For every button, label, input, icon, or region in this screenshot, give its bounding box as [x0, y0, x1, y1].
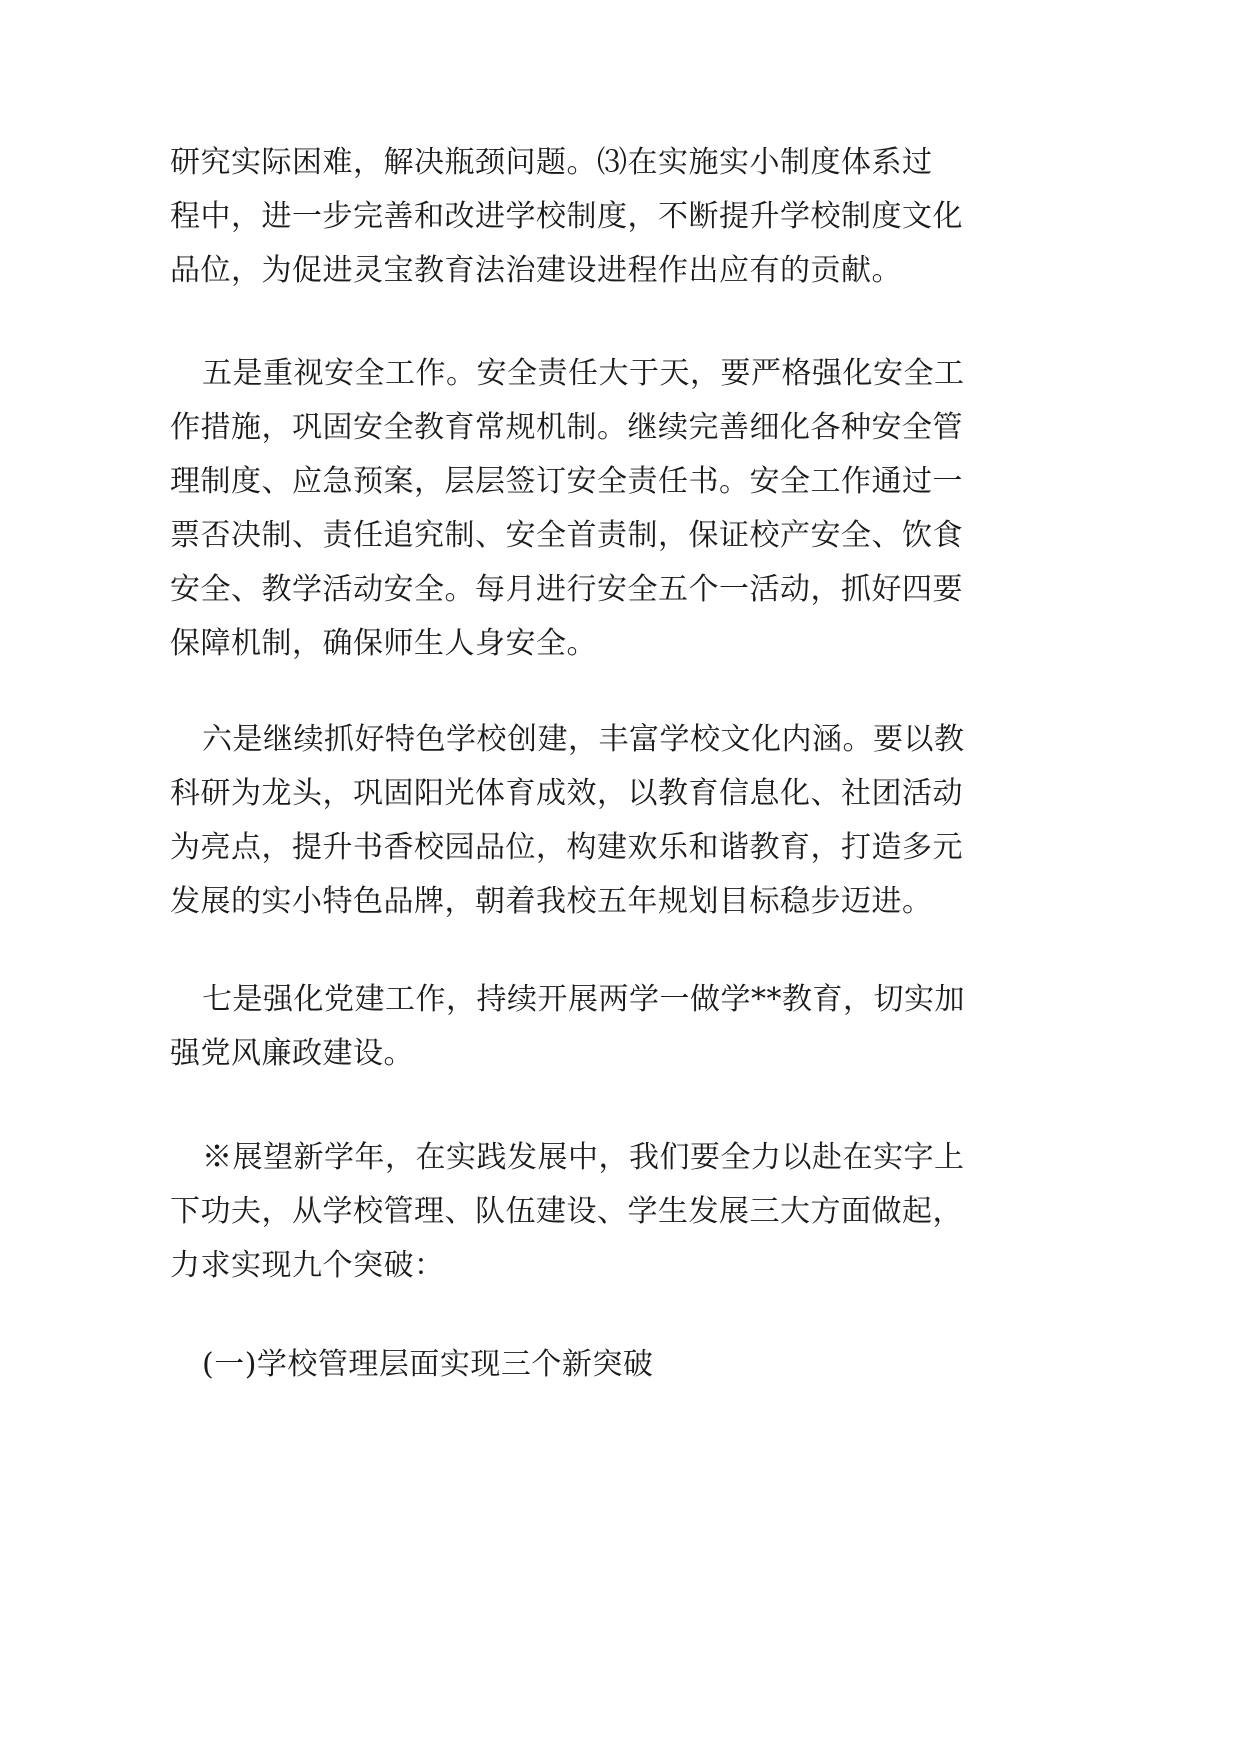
text-line: 票否决制、责任追究制、安全首责制，保证校产安全、饮食 [170, 518, 963, 553]
text-line: 六是继续抓好特色学校创建，丰富学校文化内涵。要以教 [202, 722, 965, 757]
text-line: 下功夫，从学校管理、队伍建设、学生发展三大方面做起， [170, 1194, 963, 1229]
text-line: 程中，进一步完善和改进学校制度，不断提升学校制度文化 [170, 199, 963, 234]
text-line: 五是重视安全工作。安全责任大于天，要严格强化安全工 [202, 356, 965, 391]
heading-line: (一)学校管理层面实现三个新突破 [202, 1347, 654, 1382]
text-line: 七是强化党建工作，持续开展两学一做学**教育，切实加 [202, 982, 965, 1017]
text-line: 保障机制，确保师生人身安全。 [170, 626, 597, 661]
paragraph-safety-work [170, 347, 965, 671]
paragraph-party-building [170, 973, 965, 1081]
paragraph-rules-culture [170, 136, 963, 298]
text-line: 研究实际困难，解决瓶颈问题。⑶在实施实小制度体系过 [170, 145, 933, 180]
text-line: 品位，为促进灵宝教育法治建设进程作出应有的贡献。 [170, 253, 902, 288]
text-line: 理制度、应急预案，层层签订安全责任书。安全工作通过一 [170, 464, 963, 499]
text-line: 为亮点，提升书香校园品位，构建欢乐和谐教育，打造多元 [170, 830, 963, 865]
text-line: 科研为龙头，巩固阳光体育成效，以教育信息化、社团活动 [170, 776, 963, 811]
section-heading-school-management [170, 1338, 940, 1392]
text-line: 作措施，巩固安全教育常规机制。继续完善细化各种安全管 [170, 410, 963, 445]
paragraph-new-year-outlook [170, 1131, 965, 1293]
text-line: 安全、教学活动安全。每月进行安全五个一活动，抓好四要 [170, 572, 963, 607]
text-line: 发展的实小特色品牌，朝着我校五年规划目标稳步迈进。 [170, 884, 933, 919]
text-line: 强党风廉政建设。 [170, 1036, 414, 1071]
paragraph-school-features [170, 713, 965, 929]
text-line: 力求实现九个突破： [170, 1248, 445, 1283]
text-line: ※展望新学年，在实践发展中，我们要全力以赴在实字上 [202, 1140, 965, 1175]
